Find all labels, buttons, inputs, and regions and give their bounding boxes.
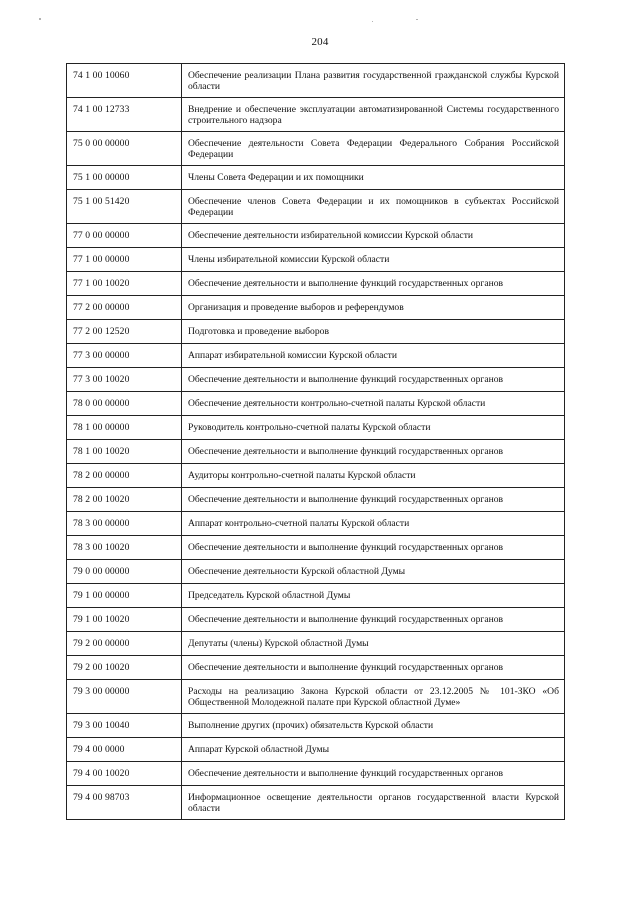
table-row [67, 738, 565, 762]
description-cell: Обеспечение деятельности и выполнение функций государственных органов [182, 488, 565, 512]
code-cell: 79 1 00 10020 [67, 608, 182, 632]
code-cell: 75 1 00 51420 [67, 190, 182, 224]
scan-speck [416, 19, 418, 20]
table-row [67, 368, 565, 392]
code-cell: 79 2 00 10020 [67, 656, 182, 680]
code-cell: 79 3 00 00000 [67, 680, 182, 714]
code-cell: 77 1 00 10020 [67, 272, 182, 296]
page-number: 204 [311, 36, 329, 48]
description-cell: Расходы на реализацию Закона Курской области от 23.12.2005 № 101-ЗКО «Об Общественной Молодежной палате при Курской областной Думе» [182, 680, 565, 714]
description-cell: Аппарат избирательной комиссии Курской области [182, 344, 565, 368]
code-cell: 77 3 00 00000 [67, 344, 182, 368]
table-row [67, 560, 565, 584]
code-cell: 75 1 00 00000 [67, 166, 182, 190]
description-cell: Обеспечение деятельности и выполнение функций государственных органов [182, 440, 565, 464]
table-row [67, 392, 565, 416]
table-row [67, 680, 565, 714]
scan-speck [39, 18, 41, 20]
description-cell: Аудиторы контрольно-счетной палаты Курской области [182, 464, 565, 488]
code-cell: 77 2 00 00000 [67, 296, 182, 320]
table-row [67, 344, 565, 368]
code-cell: 79 0 00 00000 [67, 560, 182, 584]
description-cell: Обеспечение деятельности контрольно-счетной палаты Курской области [182, 392, 565, 416]
description-cell: Внедрение и обеспечение эксплуатации автоматизированной Системы государственного строительного надзора [182, 98, 565, 132]
description-cell: Обеспечение деятельности и выполнение функций государственных органов [182, 536, 565, 560]
code-cell: 75 0 00 00000 [67, 132, 182, 166]
code-cell: 77 2 00 12520 [67, 320, 182, 344]
table-row [67, 190, 565, 224]
table-row [67, 272, 565, 296]
code-cell: 79 2 00 00000 [67, 632, 182, 656]
code-cell: 77 3 00 10020 [67, 368, 182, 392]
description-cell: Аппарат Курской областной Думы [182, 738, 565, 762]
table-row [67, 608, 565, 632]
table-row [67, 166, 565, 190]
description-cell: Организация и проведение выборов и референдумов [182, 296, 565, 320]
table-row [67, 296, 565, 320]
description-cell: Обеспечение деятельности и выполнение функций государственных органов [182, 762, 565, 786]
description-cell: Обеспечение деятельности и выполнение функций государственных органов [182, 608, 565, 632]
code-cell: 78 1 00 00000 [67, 416, 182, 440]
scan-speck [372, 21, 373, 22]
table-row [67, 320, 565, 344]
description-cell: Выполнение других (прочих) обязательств Курской области [182, 714, 565, 738]
table-row [67, 224, 565, 248]
table-row [67, 512, 565, 536]
code-cell: 74 1 00 12733 [67, 98, 182, 132]
description-cell: Подготовка и проведение выборов [182, 320, 565, 344]
description-cell: Обеспечение деятельности и выполнение функций государственных органов [182, 656, 565, 680]
table-row [67, 440, 565, 464]
code-cell: 79 1 00 00000 [67, 584, 182, 608]
description-cell: Обеспечение деятельности и выполнение функций государственных органов [182, 368, 565, 392]
table-row [67, 64, 565, 98]
description-cell: Члены избирательной комиссии Курской области [182, 248, 565, 272]
code-cell: 78 0 00 00000 [67, 392, 182, 416]
table-row [67, 762, 565, 786]
table-row [67, 536, 565, 560]
description-cell: Обеспечение членов Совета Федерации и их помощников в субъектах Российской Федерации [182, 190, 565, 224]
table-row [67, 656, 565, 680]
code-cell: 78 2 00 00000 [67, 464, 182, 488]
table-row [67, 416, 565, 440]
code-cell: 79 4 00 0000 [67, 738, 182, 762]
description-cell: Аппарат контрольно-счетной палаты Курской области [182, 512, 565, 536]
table-row [67, 584, 565, 608]
code-cell: 79 4 00 98703 [67, 786, 182, 820]
table-row [67, 464, 565, 488]
code-cell: 79 4 00 10020 [67, 762, 182, 786]
description-cell: Обеспечение деятельности Совета Федерации Федерального Собрания Российской Федерации [182, 132, 565, 166]
table-row [67, 488, 565, 512]
description-cell: Обеспечение деятельности избирательной комиссии Курской области [182, 224, 565, 248]
code-cell: 74 1 00 10060 [67, 64, 182, 98]
description-cell: Председатель Курской областной Думы [182, 584, 565, 608]
description-cell: Руководитель контрольно-счетной палаты Курской области [182, 416, 565, 440]
table-row [67, 786, 565, 820]
description-cell: Члены Совета Федерации и их помощники [182, 166, 565, 190]
code-cell: 79 3 00 10040 [67, 714, 182, 738]
budget-codes-table [66, 63, 565, 820]
table-row [67, 714, 565, 738]
description-cell: Депутаты (члены) Курской областной Думы [182, 632, 565, 656]
code-cell: 78 2 00 10020 [67, 488, 182, 512]
description-cell: Обеспечение реализации Плана развития государственной гражданской службы Курской области [182, 64, 565, 98]
code-cell: 77 0 00 00000 [67, 224, 182, 248]
table-row [67, 98, 565, 132]
code-cell: 78 3 00 00000 [67, 512, 182, 536]
description-cell: Обеспечение деятельности Курской областной Думы [182, 560, 565, 584]
table-row [67, 132, 565, 166]
code-cell: 77 1 00 00000 [67, 248, 182, 272]
code-cell: 78 3 00 10020 [67, 536, 182, 560]
code-cell: 78 1 00 10020 [67, 440, 182, 464]
description-cell: Информационное освещение деятельности органов государственной власти Курской области [182, 786, 565, 820]
description-cell: Обеспечение деятельности и выполнение функций государственных органов [182, 272, 565, 296]
table-row [67, 248, 565, 272]
table-row [67, 632, 565, 656]
